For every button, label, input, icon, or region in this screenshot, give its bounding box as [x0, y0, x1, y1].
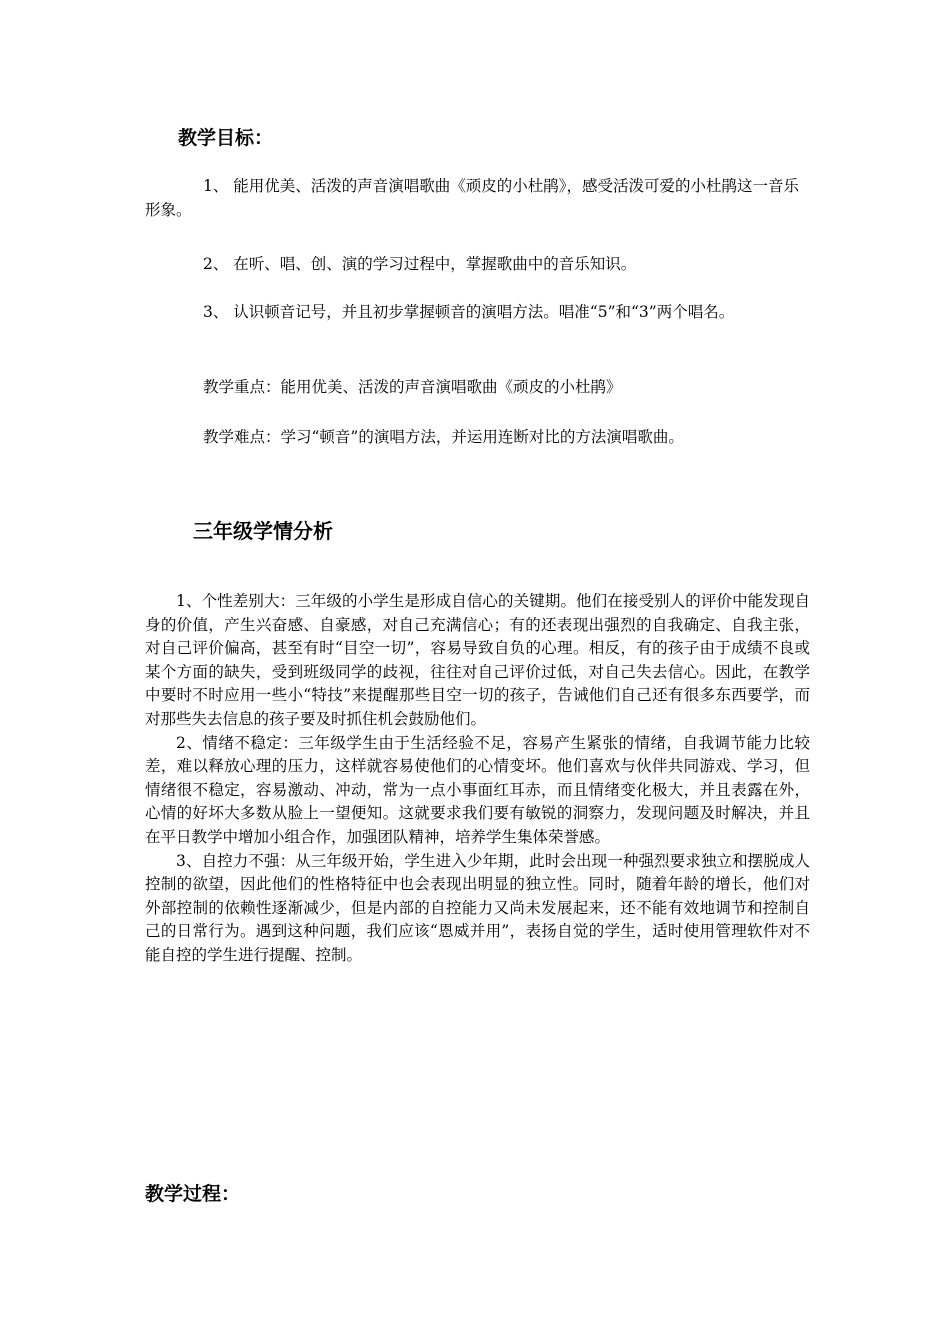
objectives-heading: 教学目标：: [178, 127, 274, 149]
objective-item-3: 3、 认识顿音记号，并且初步掌握顿音的演唱方法。唱准“5”和“3”两个唱名。: [203, 303, 735, 321]
analysis-heading: 三年级学情分析: [193, 519, 333, 543]
objective-item-2: 2、 在听、唱、创、演的学习过程中，掌握歌曲中的音乐知识。: [203, 255, 637, 273]
analysis-body: [145, 590, 810, 968]
analysis-paragraph: 1、个性差别大：三年级的小学生是形成自信心的关键期。他们在接受别人的评价中能发现自身的价值，产生兴奋感、自豪感，对自己充满信心；有的还表现出强烈的自我确定、自我主张，对自己评价偏高，甚至有时“目空一切”，容易导致自负的心理。相反，有的孩子由于成绩不良或某个方面的缺失，受到班级同学的歧视，往往对自己评价过低，对自己失去信心。因此，在教学中要时不时应用一些小“特技”来提醒那些目空一切的孩子，告诫他们自己还有很多东西要学，而对那些失去信息的孩子要及时抓住机会鼓励他们。: [145, 592, 810, 728]
difficulty-point: 教学难点：学习“顿音”的演唱方法，并运用连断对比的方法演唱歌曲。: [203, 428, 684, 446]
key-point: 教学重点：能用优美、活泼的声音演唱歌曲《顽皮的小杜鹃》: [203, 378, 622, 396]
objective-item-1: 1、 能用优美、活泼的声音演唱歌曲《顽皮的小杜鹃》，感受活泼可爱的小杜鹃这一音乐形象。: [145, 177, 800, 219]
analysis-paragraph: 2、情绪不稳定：三年级学生由于生活经验不足，容易产生紧张的情绪，自我调节能力比较差，难以释放心理的压力，这样就容易使他们的心情变坏。他们喜欢与伙伴共同游戏、学习，但情绪很不稳定，容易激动、冲动，常为一点小事面红耳赤，而且情绪变化极大，并且表露在外，心情的好坏大多数从脸上一望便知。这就要求我们要有敏锐的洞察力，发现问题及时解决，并且在平日教学中增加小组合作，加强团队精神，培养学生集体荣誉感。: [145, 733, 810, 846]
process-heading: 教学过程：: [145, 1183, 241, 1205]
analysis-paragraph: 3、自控力不强：从三年级开始，学生进入少年期，此时会出现一种强烈要求独立和摆脱成人控制的欲望，因此他们的性格特征中也会表现出明显的独立性。同时，随着年龄的增长，他们对外部控制的依赖性逐渐减少，但是内部的自控能力又尚未发展起来，还不能有效地调节和控制自己的日常行为。遇到这种问题，我们应该“恩威并用”，表扬自觉的学生，适时使用管理软件对不能自控的学生进行提醒、控制。: [145, 851, 810, 964]
